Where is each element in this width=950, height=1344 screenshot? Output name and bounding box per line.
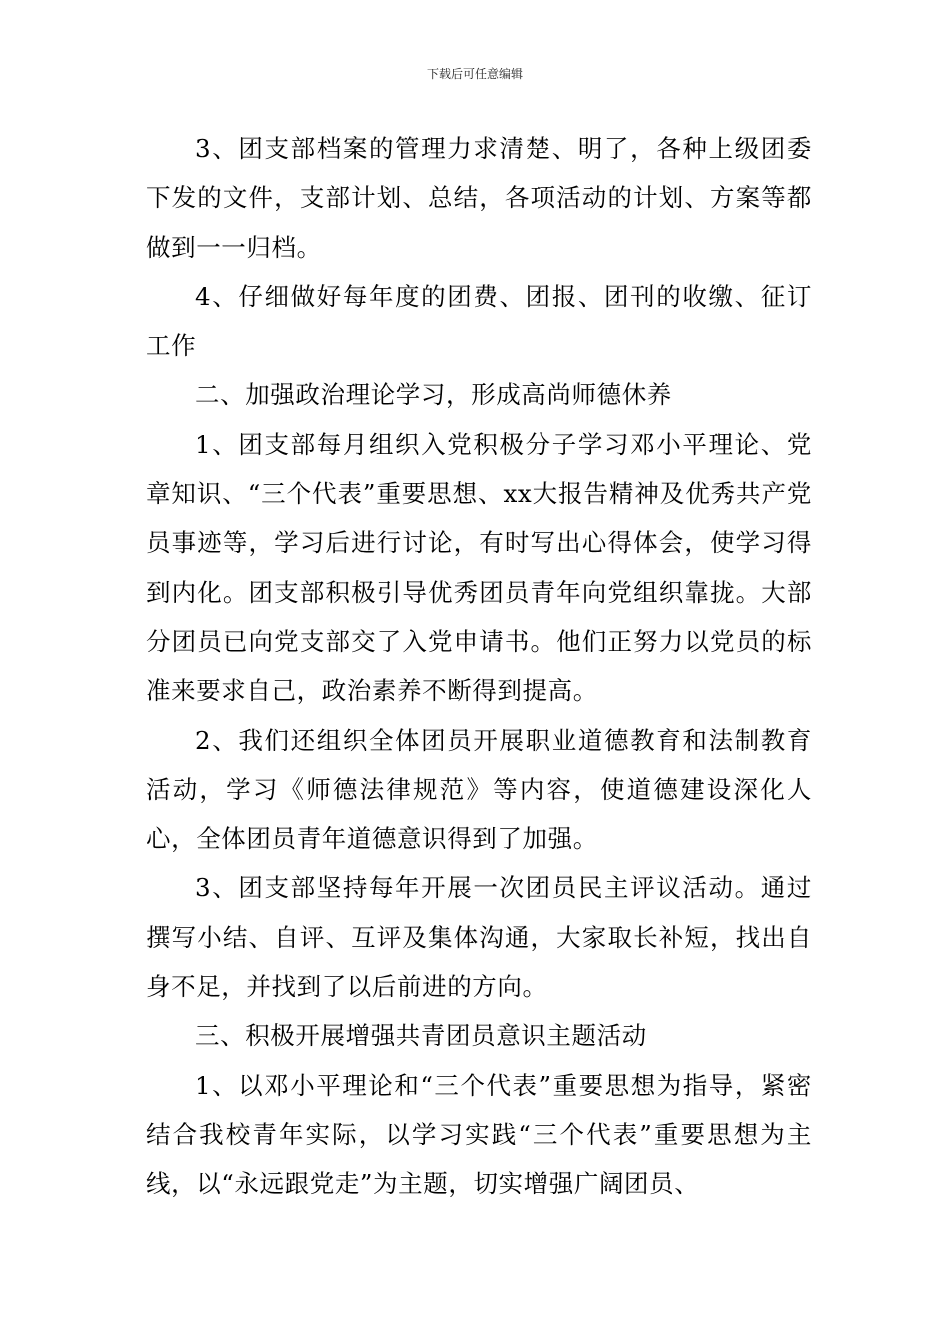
paragraph-ethics-education: 2、我们还组织全体团员开展职业道德教育和法制教育活动，学习《师德法律规范》等内容，使道德建设深化人心，全体团员青年道德意识得到了加强。 [146,725,812,854]
section-heading-political-study: 二、加强政治理论学习，形成高尚师德休养 [195,380,672,410]
paragraph-archive-management: 3、团支部档案的管理力求清楚、明了，各种上级团委下发的文件，支部计划、总结，各项活动的计划、方案等都做到一一归档。 [146,134,812,262]
paragraph-dues-collection: 4、仔细做好每年度的团费、团报、团刊的收缴、征订工作 [146,281,812,361]
paragraph-guiding-theory: 1、以邓小平理论和“三个代表”重要思想为指导，紧密结合我校青年实际，以学习实践“三个代表”重要思想为主线，以“永远跟党走”为主题，切实增强广阔团员、 [146,1070,812,1199]
paragraph-monthly-study: 1、团支部每月组织入党积极分子学习邓小平理论、党章知识、“三个代表”重要思想、xx大报告精神及优秀共产党员事迹等，学习后进行讨论，有时写出心得体会，使学习得到内化。团支部积极引导优秀团员青年向党组织靠拢。大部分团员已向党支部交了入党申请书。他们正努力以党员的标准来要求自己，政治素养不断得到提高。 [146,429,812,706]
page-header: 下载后可任意编辑 [426,67,523,81]
section-heading-theme-activities: 三、积极开展增强共青团员意识主题活动 [195,1021,647,1051]
document-body [146,124,812,1209]
paragraph-member-evaluation: 3、团支部坚持每年开展一次团员民主评议活动。通过撰写小结、自评、互评及集体沟通，大家取长补短，找出自身不足，并找到了以后前进的方向。 [146,873,812,1002]
